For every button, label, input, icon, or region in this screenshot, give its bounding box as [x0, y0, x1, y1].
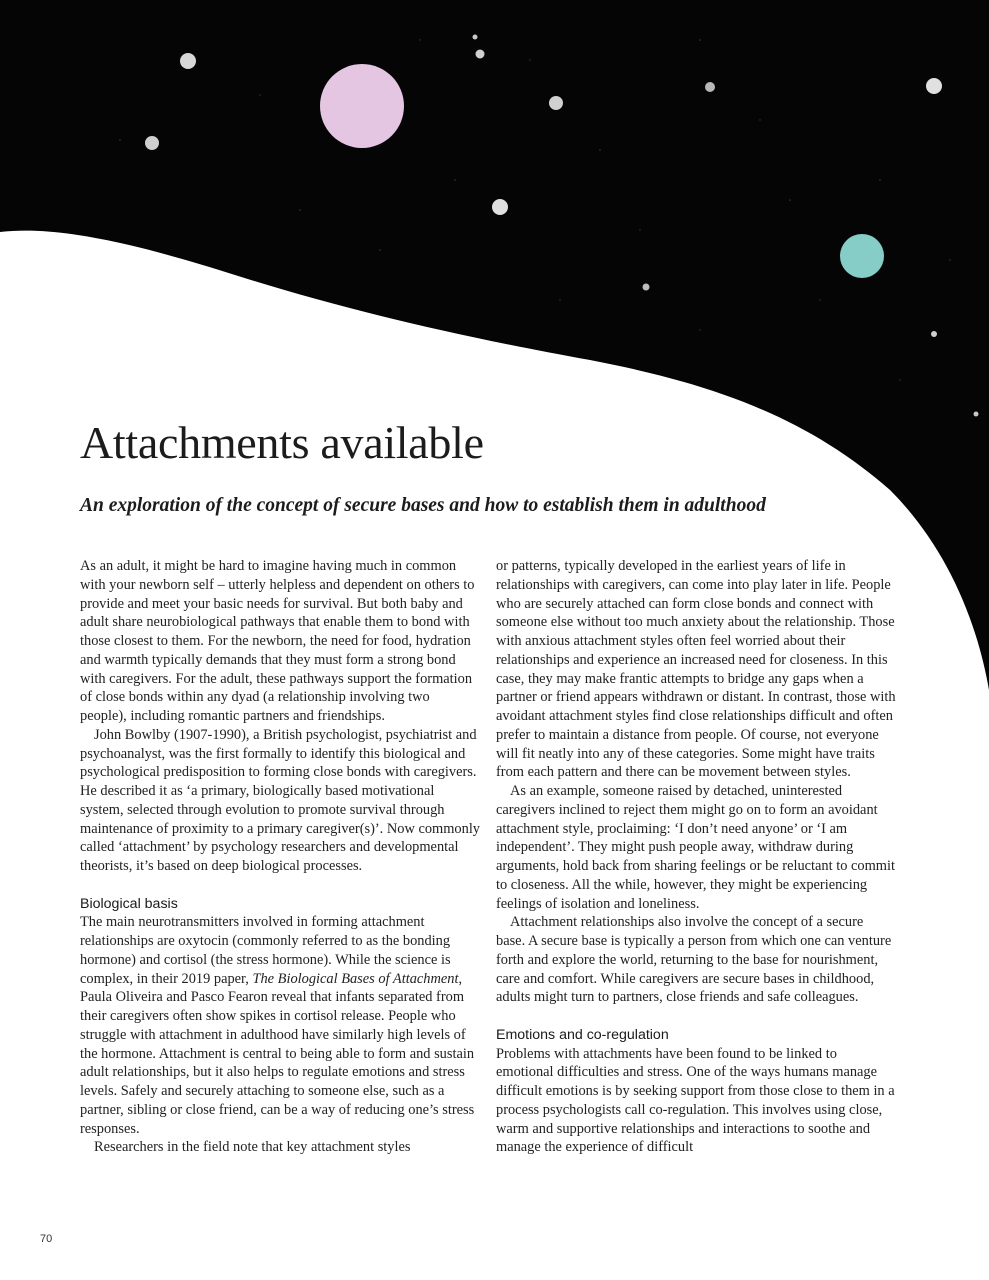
star [549, 96, 563, 110]
body-paragraph [80, 913, 480, 1138]
pink-planet [320, 64, 404, 148]
star [180, 53, 196, 69]
star [643, 284, 650, 291]
body-paragraph: John Bowlby (1907-1990), a British psychologist, psychiatrist and psychoanalyst, was the first formally to identify this biological and psychological predisposition to forming close bonds with caregivers. He described it as ‘a primary, biologically based motivational system, selected through evolution to promote survival through maintenance of proximity to a primary caregiver(s)’. Now commonly called ‘attachment’ by psychology researchers and developmental theorists, it’s based on deep biological processes. [80, 726, 481, 874]
star [492, 199, 508, 215]
body-text: The main neurotransmitters involved in forming attachment relationships are oxytocin (commonly referred to as the bonding hormone) and cortisol (the stress hormone). While the science is complex, in their 2019 paper, [80, 914, 451, 987]
page-number: 70 [40, 1233, 53, 1245]
section-heading-biological-basis: Biological basis [80, 895, 178, 912]
star [705, 82, 715, 92]
star [473, 35, 478, 40]
star [974, 412, 979, 417]
star [476, 50, 485, 59]
star [145, 136, 159, 150]
body-paragraph: As an example, someone raised by detached, uninterested caregivers inclined to reject them might go on to form an avoidant attachment style, proclaiming: ‘I don’t need anyone’ or ‘I am independent’. They might push people away, withdraw during arguments, hold back from sharing feelings or be reluctant to commit to closeness. All the while, however, they might be experiencing feelings of isolation and loneliness. [496, 783, 895, 912]
body-paragraph: or patterns, typically developed in the earliest years of life in relationships with caregivers, can come into play later in life. People who are securely attached can form close bonds and connect with someone else without too much anxiety about the relationship. Those with anxious attachment styles often feel worried about their relationships and experience an increased need for closeness. In this case, they may make frantic attempts to bridge any gaps when a partner or friend appears withdrawn or distant. In contrast, those with avoidant attachment styles find close relationships difficult and often prefer to maintain a distance from people. Of course, not everyone will fit neatly into any of these categories. Some might have traits from each pattern and there can be movement between styles. [496, 558, 896, 781]
article-title: Attachments available [80, 417, 484, 468]
section-heading-emotions: Emotions and co-regulation [496, 1026, 669, 1043]
right-column [496, 557, 896, 1157]
star [926, 78, 942, 94]
teal-planet [840, 234, 884, 278]
left-column [80, 557, 480, 1157]
paragraph-gap [496, 1007, 896, 1026]
body-paragraph: Researchers in the field note that key attachment styles [94, 1139, 411, 1156]
body-text: , Paula Oliveira and Pasco Fearon reveal that infants separated from their caregivers often show spikes in cortisol release. People who struggle with attachment in adulthood have similarly high levels of the hormone. Attachment is central to being able to form and sustain adult relationships, but it also helps to regulate emotions and stress levels. Safely and securely attaching to someone else, such as a partner, sibling or close friend, can be a way of reducing one’s stress responses. [80, 970, 475, 1137]
paragraph-gap [80, 876, 480, 895]
article-subtitle: An exploration of the concept of secure bases and how to establish them in adulthood [80, 495, 766, 516]
body-paragraph: As an adult, it might be hard to imagine having much in common with your newborn self – utterly helpless and dependent on others to provide and meet your basic needs for survival. But both baby and adult share neurobiological pathways that enable them to bond with those closest to them. For the newborn, the need for food, hydration and warmth typically demands that they must form a strong bond with caregivers. For the adult, these pathways support the formation of close bonds within any dyad (a relationship involving two people), including romantic partners and friendships. [80, 558, 475, 724]
body-paragraph: Problems with attachments have been found to be linked to emotional difficulties and stress. One of the ways humans manage difficult emotions is by seeking support from those close to them in a process psychologists call co-regulation. This involves using close, warm and supportive relationships and interactions to soothe and manage the experience of difficult [496, 1045, 895, 1156]
star [931, 331, 937, 337]
body-paragraph: Attachment relationships also involve the concept of a secure base. A secure base is typically a person from which one can venture forth and explore the world, returning to the base for nourishment, care and comfort. While caregivers are secure bases in childhood, adults might turn to partners, close friends and safe colleagues. [496, 914, 892, 1006]
paper-title: The Biological Bases of Attachment [252, 970, 459, 987]
